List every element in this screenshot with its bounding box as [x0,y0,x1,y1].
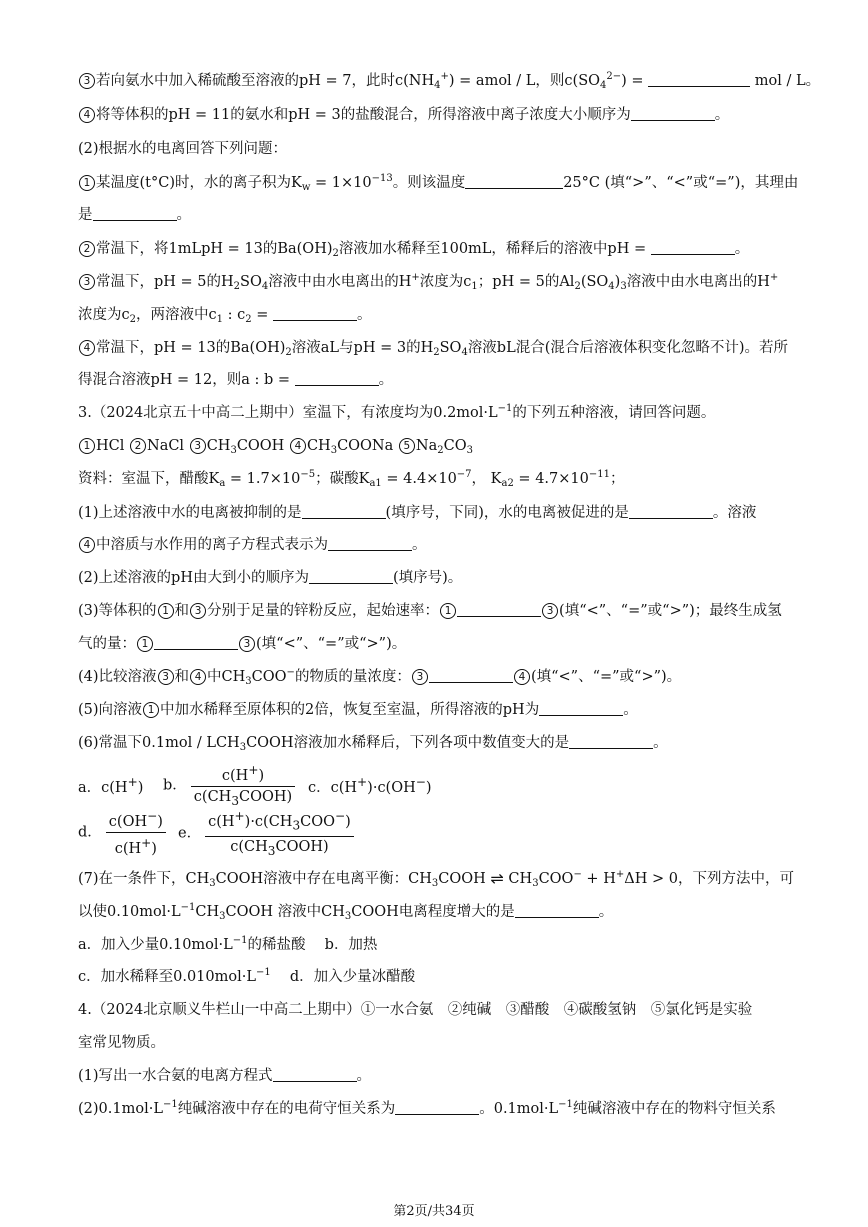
text-line: (1)写出一水合氨的电离方程式 。 [78,1068,372,1084]
option-d: d． $\frac{c(OH^-)}{c(H^+)}$ [78,806,170,859]
option-line: c．加水稀释至$0.010mol\cdot L^{-1}$ d．加入少量冰醋酸 [78,967,416,985]
reference-data: 资料：室温下，醋酸$K_a = 1.7\times 10^{-5}$；碳酸$K_{a1} = 4.4\times 10^{-7}$， $K_{a2} = 4.7\times 10^{-11}$； [78,469,625,489]
fraction: $\frac{c(OH^-)}{c(H^+)}$ [106,806,166,859]
question-4-header: 4.（2024北京顺义牛栏山一中高二上期中）①一水合氨 ②纯碱 ③醋酸 ④碳酸氢钠 ⑤氯化钙是实验 [78,1002,753,1018]
text-line: (5)向溶液 1 中加水稀释至原体积的2倍，恢复至室温，所得溶液的pH为 。 [78,702,638,718]
text-line: 1 某温度(t°C)时，水的离子积为$K_w = 1\times 10^{-13}$。则该温度 25°C (填“>”、“<”或“=”)，其理由 [78,172,798,194]
text-line: 3 常温下，pH = 5的$H_2SO_4$溶液中由水电离出的H+浓度为$c_1$；pH = 5的$Al_2(SO_4)_3$溶液中由水电离出的H+ [78,271,778,293]
option-line: a．加入少量$0.10mol\cdot L^{-1}$的稀盐酸 b．加热 [78,935,378,953]
fraction: $\frac{c(H^+)\cdot c(CH_3COO^-)}{c(CH_3COOH)}$ [205,806,354,861]
text-line: (7)在一条件下，$CH_3COOH$溶液中存在电离平衡：$CH_3COOH$ ⇌ $CH_3COO^- + H^+\Delta H > 0$，下列方法中，可 [78,869,794,889]
text-line: 4 将等体积的pH = 11的氨水和pH = 3的盐酸混合，所得溶液中离子浓度大小顺序为 。 [78,104,729,126]
text-line: (1)上述溶液中水的电离被抑制的是 (填序号，下同)，水的电离被促进的是 。溶液 [78,505,757,521]
solution-list: 1 HCl 2 NaCl 3 $CH_3COOH$ 4 $CH_3COONa$ 5 $Na_2CO_3$ [78,435,473,457]
text-line: $(2)0.1mol\cdot L^{-1}$纯碱溶液中存在的电荷守恒关系为 。$0.1mol\cdot L^{-1}$纯碱溶液中存在的物料守恒关系 [78,1099,776,1117]
option-e: e． $\frac{c(H^+)\cdot c(CH_3COO^-)}{c(CH_3COOH)}$ [178,806,358,861]
question-3-header: 3.（2024北京五十中高二上期中）室温下，有浓度均为$0.2mol\cdot L^{-1}$的下列五种溶液，请回答问题。 [78,403,716,421]
text-line: (2)根据水的电离回答下列问题： [78,141,288,157]
text-line: 浓度为$c_2$，两溶液中$c_1$ : $c_2$ = 。 [78,307,372,325]
text-line: (4)比较溶液 3 和 4 中$CH_3COO^-$的物质的量浓度： 3 4 (填“<”、“=”或“>”)。 [78,667,682,687]
text-line: 气的量： 1 3 (填“<”、“=”或“>”)。 [78,636,407,652]
text-line: (3)等体积的 1 和 3 分别于足量的锌粉反应，起始速率： 1 3 (填“<”、“=”或“>”)；最终生成氢 [78,603,782,619]
option-a: a．c(H+) [78,775,144,796]
option-c: c．c(H+)·c(OH−) [308,775,432,796]
fraction: $\frac{c(H^+)}{c(CH_3COOH)}$ [191,760,295,811]
page-footer: 第2页/共34页 [393,1204,475,1219]
text-line: 以使$0.10mol\cdot L^{-1}CH_3COOH$ 溶液中$CH_3COOH$电离程度增大的是 。 [78,902,614,922]
text-line: 2 常温下，将1mLpH = 13的$Ba(OH)_2$溶液加水稀释至100mL，稀释后的溶液中pH = 。 [78,238,749,260]
text-line: 4 常温下，pH = 13的$Ba(OH)_2$溶液aL与pH = 3的$H_2SO_4$溶液bL混合(混合后溶液体积变化忽略不计)。若所 [78,337,788,359]
text-line: (2)上述溶液的pH由大到小的顺序为 (填序号)。 [78,570,463,586]
text-line: 是 。 [78,207,191,223]
text-line: 4 中溶质与水作用的离子方程式表示为 。 [78,534,427,556]
text-line: 得混合溶液pH = 12，则a : b = 。 [78,372,394,388]
option-b: b． $\frac{c(H^+)}{c(CH_3COOH)}$ [163,760,299,811]
text-line: 3 若向氨水中加入稀硫酸至溶液的pH = 7，此时$c(NH_4^+)$ = amol / L，则$c(SO_4^{2-})$ = mol / L。 [78,70,820,92]
text-line: 室常见物质。 [78,1035,165,1051]
text-line: (6)常温下$0.1mol / LCH_3COOH$溶液加水稀释后，下列各项中数值变大的是 。 [78,735,668,753]
